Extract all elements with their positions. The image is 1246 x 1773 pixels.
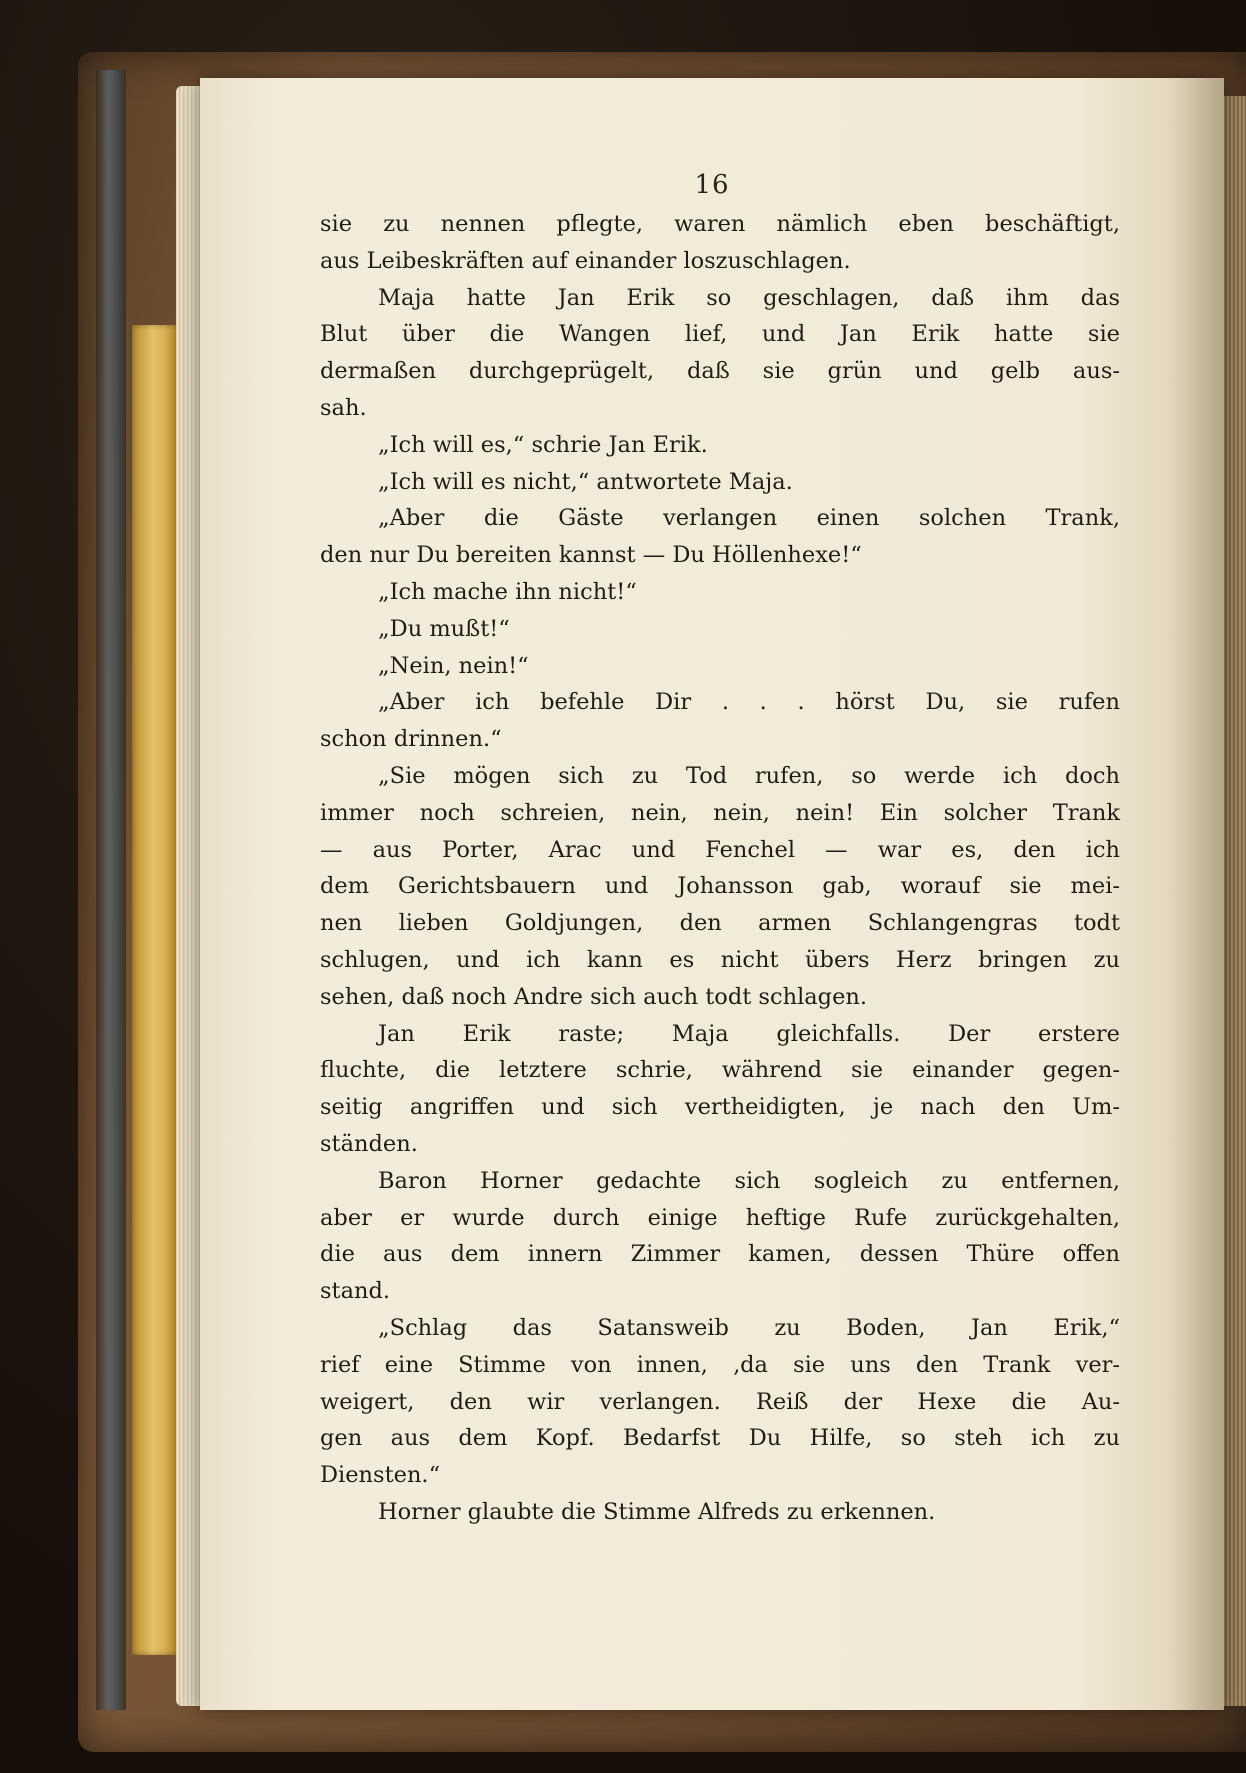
text-line: nen lieben Goldjungen, den armen Schlangengras todt bbox=[320, 910, 1120, 937]
text-line: dermaßen durchgeprügelt, daß sie grün und gelb aus- bbox=[320, 358, 1120, 385]
text-line: „Du mußt!“ bbox=[378, 615, 510, 642]
text-line: sie zu nennen pflegte, waren nämlich eben beschäftigt, bbox=[320, 211, 1120, 237]
text-line: „Nein, nein!“ bbox=[378, 652, 529, 679]
text-line: dem Gerichtsbauern und Johansson gab, worauf sie mei- bbox=[320, 873, 1120, 900]
text-line: gen aus dem Kopf. Bedarfst Du Hilfe, so steh ich zu bbox=[320, 1425, 1120, 1452]
text-line: — aus Porter, Arac und Fenchel — war es, den ich bbox=[320, 836, 1120, 863]
text-line: „Schlag das Satansweib zu Boden, Jan Erik,“ bbox=[378, 1314, 1120, 1341]
text-line: Baron Horner gedachte sich sogleich zu entfernen, bbox=[378, 1167, 1120, 1194]
text-line: stand. bbox=[320, 1278, 391, 1305]
text-line: Jan Erik raste; Maja gleichfalls. Der erstere bbox=[378, 1020, 1120, 1047]
text-line: Blut über die Wangen lief, und Jan Erik hatte sie bbox=[320, 321, 1120, 348]
text-line: Horner glaubte die Stimme Alfreds zu erkennen. bbox=[378, 1498, 936, 1525]
text-line: „Aber die Gäste verlangen einen solchen Trank, bbox=[378, 505, 1120, 532]
text-line: sah. bbox=[320, 394, 367, 421]
text-line: Maja hatte Jan Erik so geschlagen, daß ihm das bbox=[378, 284, 1120, 311]
text-line: schlugen, und ich kann es nicht übers Herz bringen zu bbox=[320, 946, 1120, 973]
text-line: den nur Du bereiten kannst — Du Höllenhexe!“ bbox=[320, 542, 862, 569]
text-line: „Aber ich befehle Dir . . . hörst Du, sie rufen bbox=[378, 689, 1120, 716]
text-line: sehen, daß noch Andre sich auch todt schlagen. bbox=[320, 983, 868, 1010]
text-line: die aus dem innern Zimmer kamen, dessen Thüre offen bbox=[320, 1241, 1120, 1268]
book-page bbox=[200, 78, 1224, 1710]
text-line: fluchte, die letztere schrie, während sie einander gegen- bbox=[320, 1057, 1120, 1084]
text-line: immer noch schreien, nein, nein, nein! Ein solcher Trank bbox=[320, 799, 1120, 826]
cover-edge bbox=[96, 70, 126, 1710]
text-line: „Ich will es nicht,“ antwortete Maja. bbox=[378, 468, 793, 495]
page-number: 16 bbox=[694, 170, 730, 200]
text-line: „Ich will es,“ schrie Jan Erik. bbox=[378, 431, 708, 458]
yellow-paper-strip bbox=[132, 325, 178, 1655]
page-stack-right bbox=[1222, 96, 1246, 1706]
text-line: aber er wurde durch einige heftige Rufe zurückgehalten, bbox=[320, 1204, 1120, 1231]
text-line: ständen. bbox=[320, 1130, 418, 1157]
text-line: weigert, den wir verlangen. Reiß der Hexe die Au- bbox=[320, 1388, 1120, 1415]
text-line: seitig angriffen und sich vertheidigten, je nach den Um- bbox=[320, 1094, 1120, 1121]
page-gutter-shadow bbox=[1164, 78, 1224, 1710]
page-text bbox=[320, 206, 1120, 1531]
text-line: rief eine Stimme von innen, ‚da sie uns den Trank ver- bbox=[320, 1351, 1120, 1378]
text-line: „Ich mache ihn nicht!“ bbox=[378, 578, 637, 605]
text-line: schon drinnen.“ bbox=[320, 726, 502, 753]
text-line: „Sie mögen sich zu Tod rufen, so werde ich doch bbox=[378, 762, 1120, 789]
text-line: Diensten.“ bbox=[320, 1462, 441, 1489]
text-line: aus Leibeskräften auf einander loszuschlagen. bbox=[320, 247, 851, 274]
